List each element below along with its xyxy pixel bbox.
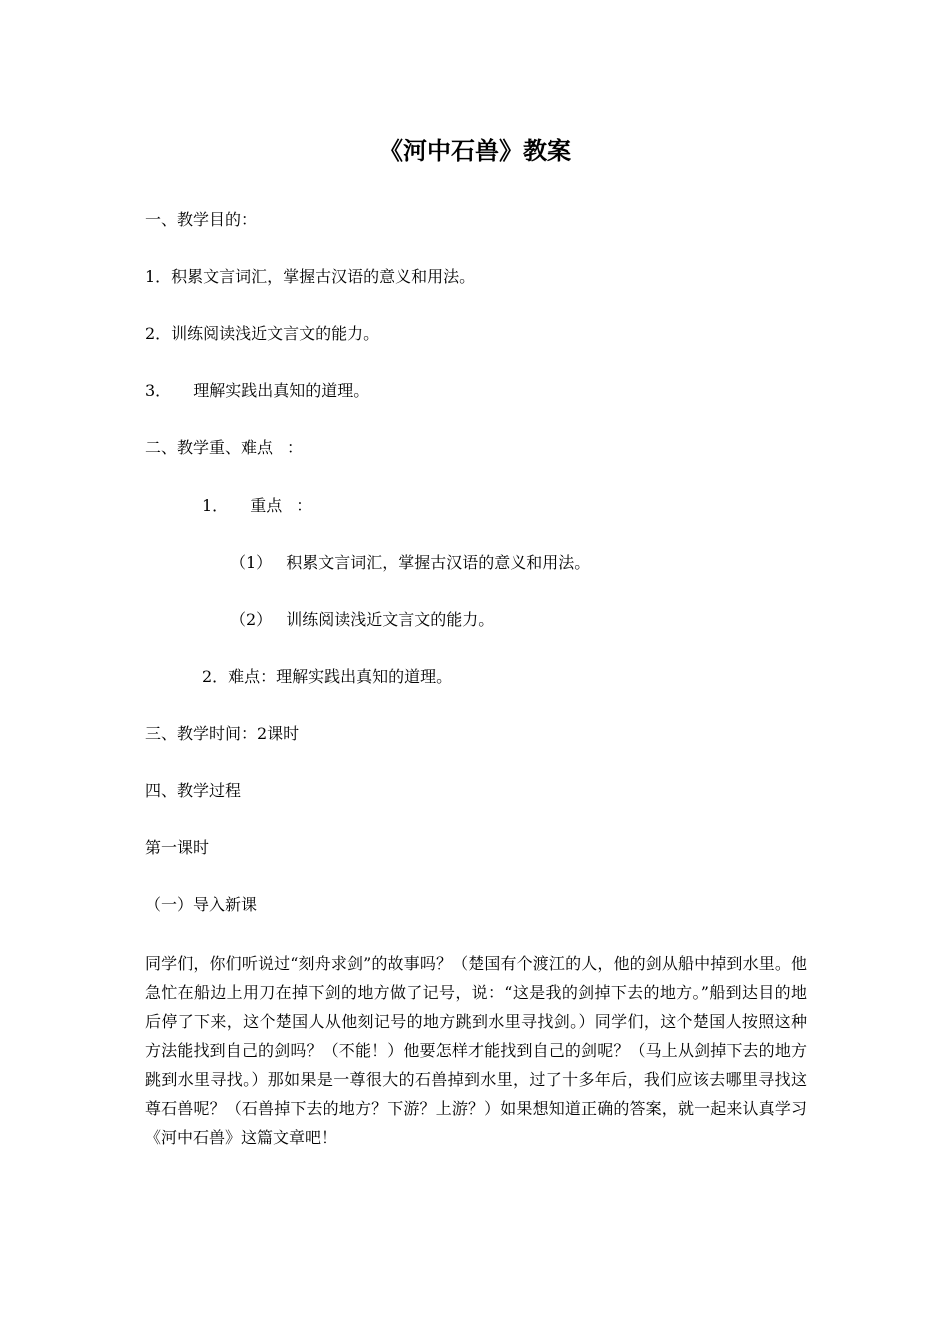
objective-item-1: 1．积累文言词汇，掌握古汉语的意义和用法。 [145,267,476,286]
key-point-label: 重点 [250,496,283,515]
key-point-item-2-number: （2） [230,610,273,629]
section-heading-objectives: 一、教学目的： [145,210,258,229]
document-title: 《河中石兽》教案 [379,137,571,165]
key-point-heading [202,494,312,518]
objective-item-3 [145,379,369,403]
intro-paragraph: 同学们，你们听说过“刻舟求剑”的故事吗？（楚国有个渡江的人，他的剑从船中掉到水里。他急忙在船边上用刀在掉下剑的地方做了记号，说：“这是我的剑掉下去的地方。”船到达目的地后停了下来，这个楚国人从他刻记号的地方跳到水里寻找剑。）同学们，这个楚国人按照这种方法能找到自己的剑吗？（不能！）他要怎样才能找到自己的剑呢？（马上从剑掉下去的地方跳到水里寻找。）那如果是一尊很大的石兽掉到水里，过了十多年后，我们应该去哪里寻找这尊石兽呢？（石兽掉下去的地方？下游？上游？）如果想知道正确的答案，就一起来认真学习《河中石兽》这篇文章吧！ [145,954,807,1147]
key-point-item-1-number: （1） [230,553,273,572]
difficult-point: 2．难点：理解实践出真知的道理。 [202,667,453,686]
key-points-heading-colon: ： [287,438,304,457]
step-heading-intro: （一）导入新课 [145,895,258,914]
key-points-heading-text: 二、教学重、难点 [145,438,274,457]
key-point-colon: ： [296,496,313,515]
key-point-item-1 [230,551,590,575]
key-point-item-2-text: 训练阅读浅近文言文的能力。 [286,610,495,629]
key-point-item-1-text: 积累文言词汇，掌握古汉语的意义和用法。 [286,553,591,572]
objective-item-3-number: 3． [145,381,172,400]
key-point-number: 1． [202,496,229,515]
section-heading-key-points [145,436,303,460]
section-heading-process: 四、教学过程 [145,781,242,800]
key-point-item-2 [230,608,494,632]
section-heading-time: 三、教学时间：2课时 [145,724,300,743]
objective-item-2: 2．训练阅读浅近文言文的能力。 [145,324,380,343]
objective-item-3-text: 理解实践出真知的道理。 [193,381,370,400]
lesson-heading-first: 第一课时 [145,838,210,857]
